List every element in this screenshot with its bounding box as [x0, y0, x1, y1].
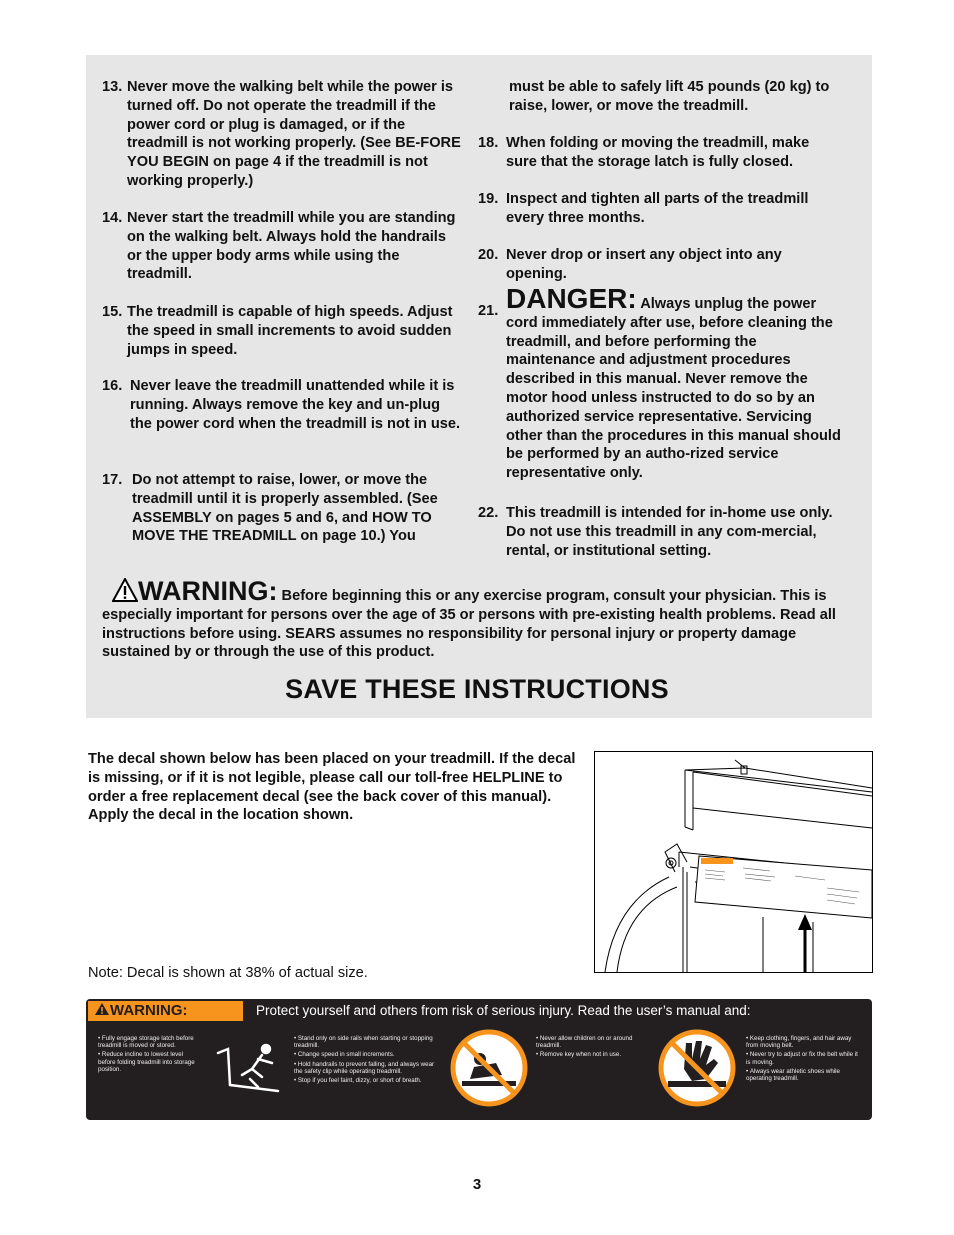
- save-instructions-heading: SAVE THESE INSTRUCTIONS: [285, 674, 669, 704]
- safety-item-15: 15. The treadmill is capable of high speeds. Adjust the speed in small increments to avoid sudden jumps in speed.: [102, 304, 453, 358]
- decal-bullets-group-4: [746, 1035, 858, 1084]
- safety-item-19: 19. Inspect and tighten all parts of the treadmill every three months.: [478, 191, 809, 226]
- list-item: • Always wear athletic shoes while operating treadmill.: [746, 1067, 840, 1083]
- list-item: • Reduce incline to lowest level before folding treadmill into storage position.: [98, 1051, 195, 1073]
- danger-label: DANGER:: [506, 283, 637, 314]
- list-item: • Stop if you feel faint, dizzy, or short of breath.: [294, 1077, 422, 1085]
- safety-item-14: 14. Never start the treadmill while you are standing on the walking belt. Always hold the handrails or the upper body arms while using the treadmill.: [102, 210, 456, 283]
- list-item: • Never try to adjust or fix the belt while it is moving.: [746, 1051, 858, 1066]
- decal-note: Note: Decal is shown at 38% of actual size.: [88, 965, 368, 981]
- safety-item-22: 22. This treadmill is intended for in-home use only. Do not use this treadmill in any com-mercial, rental, or institutional setting.: [478, 505, 833, 559]
- list-item: • Keep clothing, fingers, and hair away from moving belt.: [746, 1035, 852, 1050]
- falling-person-icon: [214, 1037, 284, 1097]
- list-item: • Stand only on side rails when starting or stopping treadmill.: [294, 1035, 433, 1050]
- safety-item-18: 18. When folding or moving the treadmill, make sure that the storage latch is fully closed.: [478, 135, 810, 170]
- list-item: • Fully engage storage latch before treadmill is moved or stored.: [98, 1035, 194, 1050]
- decal-bullets-group-2: [294, 1035, 442, 1086]
- list-item: • Change speed in small increments.: [294, 1051, 395, 1059]
- decal-warning-tag: WARNING:: [88, 1001, 243, 1021]
- page-number: 3: [472, 1176, 482, 1193]
- safety-item-20: 20. Never drop or insert any object into any opening.: [478, 247, 782, 282]
- decal-bullets-group-3: [536, 1035, 646, 1061]
- decal-description: The decal shown below has been placed on your treadmill. If the decal is missing, or if it is not legible, please call our toll-free HELPLINE to order a free replacement decal (see the back cover of this manual). Apply the decal in the location shown.: [88, 751, 576, 824]
- warning-label: WARNING:: [138, 576, 278, 606]
- no-children-icon: [450, 1029, 528, 1107]
- warning-decal: [86, 999, 872, 1120]
- warning-triangle-icon: [112, 578, 138, 602]
- warning-text: Before beginning this or any exercise program, consult your physician. This is especially important for persons over the age of 35 or persons with pre-existing health problems. Read all instructions before using. SEARS assumes no responsibility for personal injury or property damage sustained by or through the use of this product.: [102, 588, 836, 661]
- list-item: • Hold handrails to prevent falling, and always wear the safety clip while operating treadmill.: [294, 1060, 435, 1075]
- safety-item-16: 16. Never leave the treadmill unattended while it is running. Always remove the key and un-plug the power cord when the treadmill is not in use.: [102, 378, 461, 432]
- safety-item-17: 17. Do not attempt to raise, lower, or move the treadmill until it is properly assembled. (See ASSEMBLY on pages 5 and 6, and HOW TO MOVE THE TREADMILL on page 10.) You: [102, 472, 438, 545]
- list-item: • Never allow children on or around treadmill.: [536, 1035, 633, 1050]
- decal-location-illustration: [594, 751, 873, 973]
- no-hands-on-belt-icon: [658, 1029, 736, 1107]
- decal-headline: Protect yourself and others from risk of serious injury. Read the user’s manual and:: [256, 1003, 751, 1018]
- list-item: • Remove key when not in use.: [536, 1051, 622, 1059]
- warning-triangle-icon: [94, 1002, 110, 1016]
- warning-paragraph: [102, 578, 862, 662]
- treadmill-upright-drawing: [595, 752, 872, 972]
- safety-item-13: 13. Never move the walking belt while the power is turned off. Do not operate the treadmill if the power cord or plug is damaged, or if the treadmill is not working properly. (See BE-FORE YOU BEGIN on page 4 if the treadmill is not working properly.): [102, 79, 461, 189]
- safety-item-21: 21. DANGER: Always unplug the power cord immediately after use, before cleaning the treadmill, and before performing the maintenance and adjustment procedures described in this manual. Never remove the motor hood unless instructed to do so by an authorized service representative. Servicing other than the procedures in this manual should be performed by an autho-rized service representative only.: [478, 283, 841, 482]
- decal-bullets-group-1: [98, 1035, 198, 1075]
- safety-item-17-continued: must be able to safely lift 45 pounds (20 kg) to raise, lower, or move the treadmill.: [509, 79, 830, 114]
